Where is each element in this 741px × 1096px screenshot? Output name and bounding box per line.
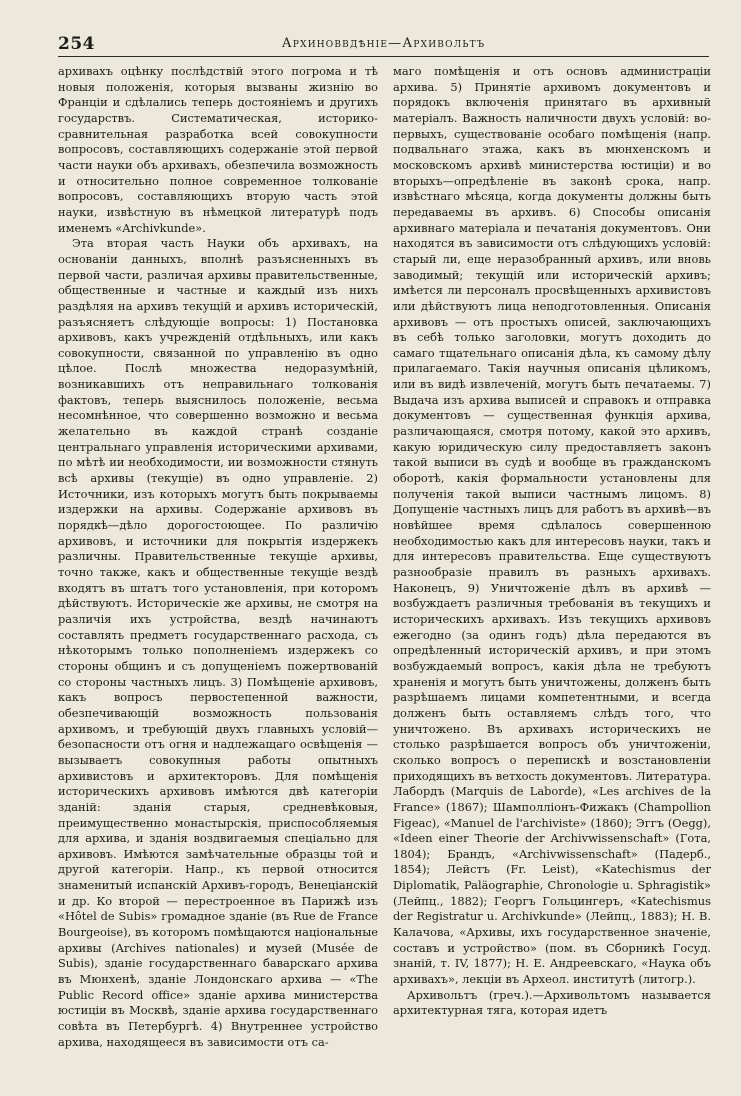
- left-paragraph-2: Эта вторая часть Науки объ архивахъ, на основаніи данныхъ, вполнѣ разъясненныхъ въ первой части, различая архивы правительственные, общественные и частные и каждый изъ нихъ раздѣляя на архивъ текущій и архивъ историческій, разъясняетъ слѣдующіе вопросы: 1) Постановка архивовъ, какъ учрежденій отдѣльныхъ, или какъ совокупности, связанной по управленію въ одно цѣлое. Послѣ множества недоразумѣній, возникавшихъ отъ неправильнаго толкованія фактовъ, теперь выяснилось положеніе, весьма несомнѣнное, что совершенно возможно и весьма желательно въ каждой странѣ созданіе центральнаго управленія историческими архивами, по мѣтѣ ии необходимости, ии возможности стянуть всѣ архивы (текущіе) въ одно управленіе. 2) Источники, изъ которыхъ могутъ быть покрываемы издержки на архивы. Содержаніе архивовъ въ порядкѣ—дѣло дорогостоющее. По различію архивовъ, и источники для покрытія издержекъ различны. Правительственные текущіе архивы, точно также, какъ и общественные текущіе вездѣ входятъ въ штатъ того установленія, при которомъ дѣйствуютъ. Историческіе же архивы, не смотря на различія ихъ устройства, вездѣ начинаютъ составлять предметъ государственнаго расхода, съ нѣкоторымъ только пополненіемъ издержекъ со стороны общинъ и съ допущеніемъ пожертвованій со стороны частныхъ лицъ. 3) Помѣщеніе архивовъ, какъ вопросъ первостепенной важности, обезпечивающій возможность пользованія архивомъ, и требующій двухъ главныхъ условій—безопасности отъ огня и надлежащаго освѣщенія — вызываетъ совокупныя работы опытныхъ архивистовъ и архитекторовъ. Для помѣщенія историческихъ архивовъ имѣются двѣ категоріи зданій: зданія старыя, средневѣковыя, преимущественно монастырскія, приспособляемыя для архива, и зданія воздвигаемыя спеціально для архивовъ. Имѣются замѣчательные образцы той и другой категоріи. Напр., къ первой относится знаменитый испанскій Архивъ-городъ, Венеціанскій и др. Ко второй — перестроенное въ Парижѣ изъ «Hôtel de Subis» громадное зданіе (въ Rue de France Bourgeoise), въ которомъ помѣщаются національные архивы (Archives nationales) и музей (Musée de Subis), зданіе государственнаго баварскаго архива въ Мюнхенѣ, зданіе Лондонскаго архива — «The Public Record office» зданіе архива министерства юстиціи въ Москвѣ, зданіе архива государственнаго совѣта въ Петербургѣ. 4) Внутреннее устройство архива, находящееся въ зависимости отъ са-: [58, 236, 378, 1049]
- right-paragraph-1: маго помѣщенія и отъ основъ администраціи архива. 5) Принятіе архивомъ документовъ и порядокъ включенія принятаго въ архивный матеріалъ. Важность наличности двухъ условій: во-первыхъ, существованіе особаго помѣщенія (напр. подвальнаго этажа, какъ въ мюнхенскомъ и московскомъ архивѣ министерства юстиціи) и во вторыхъ—опредѣленіе въ законѣ срока, напр. извѣстнаго мѣсяца, когда документы должны быть передаваемы въ архивъ. 6) Способы описанія архивнаго матеріала и печатанія документовъ. Они находятся въ зависимости отъ слѣдующихъ условій: старый ли, еще неразобранный архивъ, или вновь заводимый; текущій или историческій архивъ; имѣется ли персоналъ просвѣщенныхъ архивистовъ или дѣйствуютъ лица неподготовленныя. Описанія архивовъ — отъ простыхъ описей, заключающихъ въ себѣ только заголовки, могутъ доходить до самаго тщательнаго описанія дѣла, къ самому дѣлу прилагаемаго. Такія научныя описанія цѣликомъ, или въ видѣ извлеченій, могутъ быть печатаемы. 7) Выдача изъ архива выписей и справокъ и отправка документовъ — существенная функція архива, различающаяся, смотря потому, какой это архивъ, какую юридическую силу предоставляетъ законъ такой выписи въ судѣ и вообще въ гражданскомъ оборотѣ, какія формальности установлены для полученія такой выписи частнымъ лицомъ. 8) Допущеніе частныхъ лицъ для работъ въ архивѣ—въ новѣйшее время сдѣлалось совершенною необходимостью какъ для интересовъ науки, такъ и для интересовъ правительства. Еще существуютъ разнообразіе правилъ въ разныхъ архивахъ. Наконецъ, 9) Уничтоженіе дѣлъ въ архивѣ — возбуждаетъ различныя требованія въ текущихъ и историческихъ архивахъ. Изъ текущихъ архивовъ ежегодно (за одинъ годъ) дѣла передаются въ опредѣленный историческій архивъ, и при этомъ возбуждаемый вопросъ, какія дѣла не требуютъ храненія и могутъ быть уничтожены, долженъ быть разрѣшаемъ лицами компетентными, и всегда долженъ быть оставляемъ слѣдъ того, что уничтожено. Въ архивахъ историческихъ не столько разрѣшается вопросъ объ уничтоженіи, сколько вопросъ о перепискѣ и возстановленіи приходящихъ въ ветхость документовъ. Литература. Лабордъ (Marquis de Laborde), «Les archives de la France» (1867); Шамполліонъ-Фижакъ (Champollion Figeac), «Manuel de l'archiviste» (1860); Эггъ (Oegg), «Ideen einer Theorie der Archivwissenschaft» (Гота, 1804); Брандъ, «Archivwissenschaft» (Падерб., 1854); Лейстъ (Fr. Leist), «Katechismus der Diplomatik, Paläographie, Chronologie u. Sphragistik» (Лейпц., 1882); Георгъ Гольцингеръ, «Katechismus der Registratur u. Archivkunde» (Лейпц., 1883); Н. В. Калачова, «Архивы, ихъ государственное значеніе, составъ и устройство» (пом. въ Сборникѣ Госуд. знаній, т. IV, 1877); Н. Е. Андреевскаго, «Наука объ архивахъ», лекціи въ Археол. институтѣ (литогр.).: [393, 64, 711, 987]
- page-header: [58, 34, 709, 57]
- left-paragraph-1: архивахъ оцѣнку послѣдствій этого погрома и тѣ новыя положенія, которыя вызваны жизнію во Франціи и сдѣлались теперь достояніемъ и другихъ государствъ. Систематическая, историко-сравнительная разработка всей совокупности вопросовъ, составляющихъ содержаніе этой первой части науки объ архивахъ, обезпечила возможность и относительно полное современное толкованіе вопросовъ, составляющихъ вторую часть этой науки, извѣстную въ нѣмецкой литературѣ подъ именемъ «Archivkunde».: [58, 64, 378, 235]
- page-number: 254: [58, 34, 95, 54]
- right-paragraph-2: Архивольтъ (греч.).—Архивольтомъ называется архитектурная тяга, которая идетъ: [393, 987, 711, 1018]
- left-column: [58, 64, 378, 1084]
- right-column: [393, 64, 711, 1084]
- running-head: Архиноввдѣніе—Архивольтъ: [281, 36, 486, 51]
